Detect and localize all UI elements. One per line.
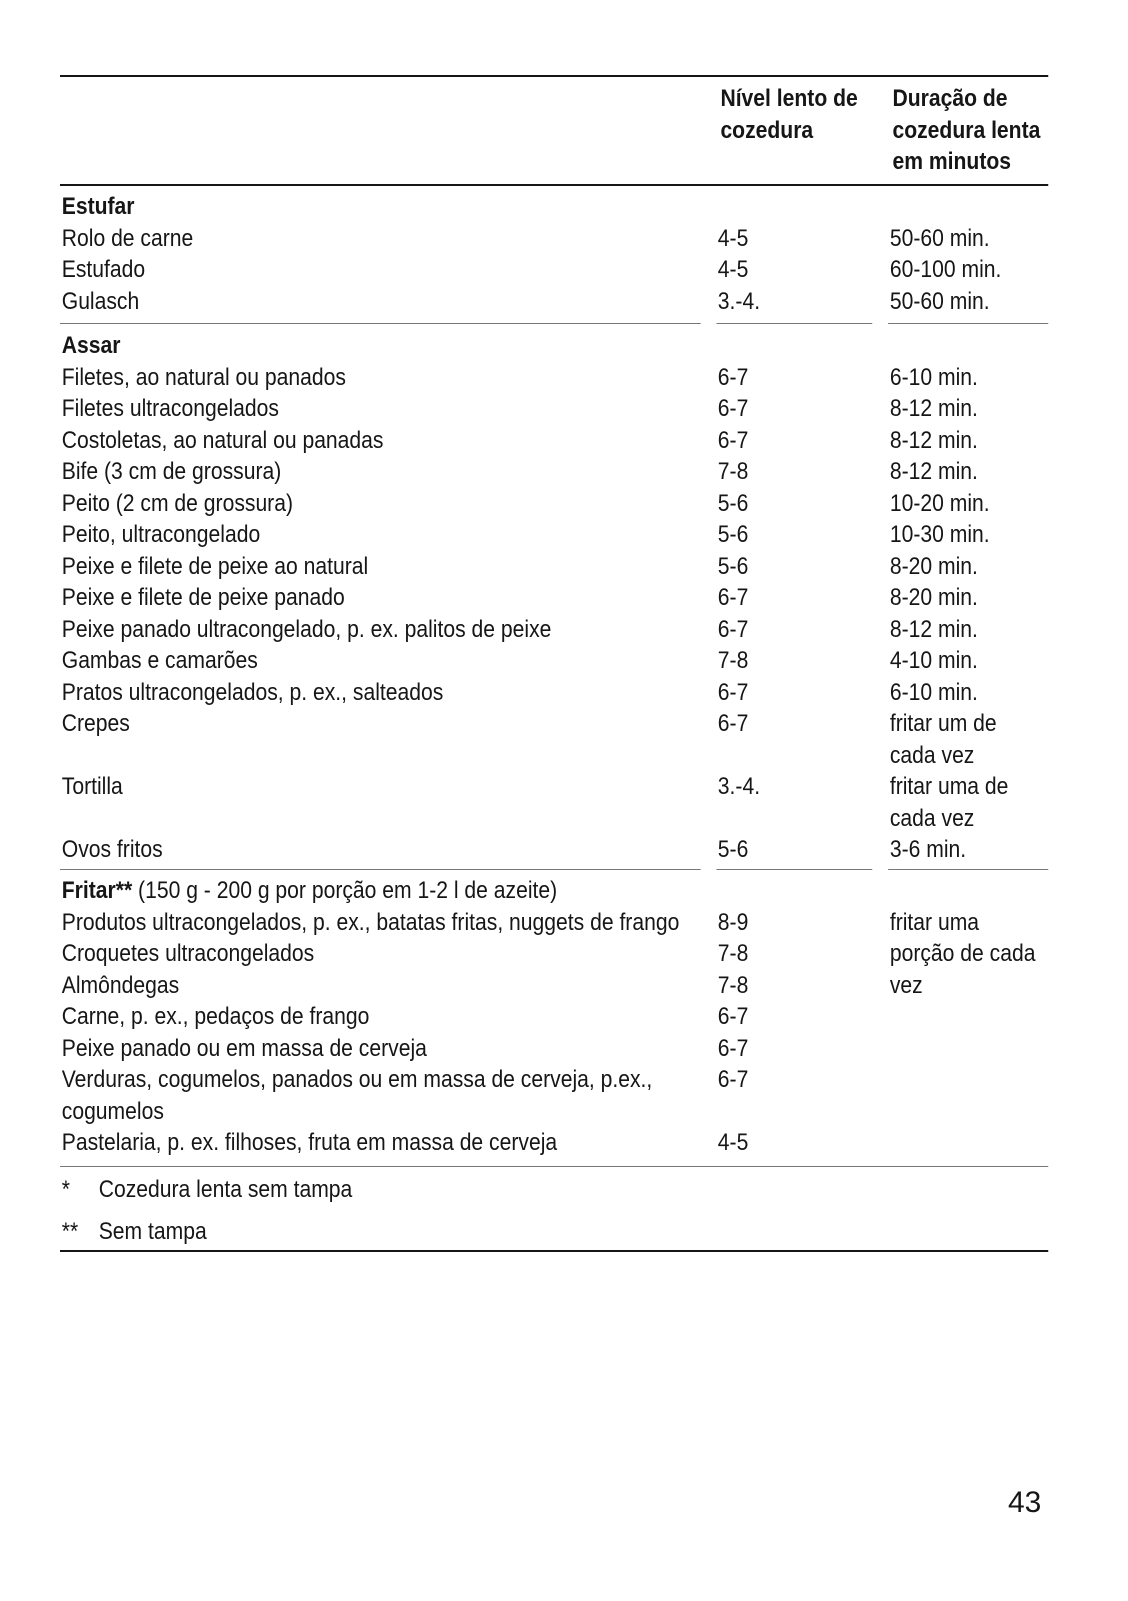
table-row	[60, 519, 1048, 551]
table-row	[60, 1127, 1048, 1159]
divider-segment	[888, 869, 1048, 870]
divider-segment	[888, 323, 1048, 324]
cooking-duration: 8-20 min.	[889, 552, 978, 580]
cooking-level: 6-7	[717, 426, 749, 454]
cooking-level: 6-7	[717, 710, 749, 738]
dish-name: Filetes, ao natural ou panados	[61, 363, 346, 391]
cooking-level: 6-7	[717, 1034, 749, 1062]
table-bottom-rule	[60, 1250, 1048, 1252]
footnotes	[60, 1167, 1048, 1250]
cooking-level: 7-8	[717, 647, 749, 675]
cooking-duration: 10-20 min.	[889, 489, 990, 517]
table-row	[60, 362, 1048, 394]
cooking-duration: 4-10 min.	[889, 647, 978, 675]
dish-name: Peixe panado ultracongelado, p. ex. palitos de peixe	[61, 615, 552, 643]
cooking-duration: 60-100 min.	[889, 256, 1002, 284]
cooking-duration: fritar um de cada vez	[889, 710, 997, 769]
section-fritar	[60, 870, 1048, 1166]
section-divider	[60, 869, 1048, 870]
footnote	[60, 1216, 1048, 1248]
section-title: Fritar**	[61, 877, 133, 905]
dish-name: Peixe panado ou em massa de cerveja	[61, 1034, 427, 1062]
cooking-duration: fritar uma de cada vez	[889, 773, 1009, 832]
table-row	[60, 1033, 1048, 1065]
divider-segment	[60, 323, 700, 324]
cooking-duration-cell	[888, 907, 1048, 999]
table-row	[60, 771, 1048, 834]
dish-name: Peixe e filete de peixe ao natural	[61, 552, 369, 580]
cooking-level: 8-9	[717, 908, 749, 936]
table-row	[60, 834, 1048, 866]
cooking-level: 5-6	[717, 489, 749, 517]
dish-name: Crepes	[61, 710, 130, 738]
cooking-duration: 8-20 min.	[889, 584, 978, 612]
table-row	[60, 1001, 1048, 1033]
divider-segment	[716, 869, 872, 870]
dish-name: Peito, ultracongelado	[61, 521, 261, 549]
dish-name: Peixe e filete de peixe panado	[61, 584, 345, 612]
cooking-duration: fritar uma porção de cada vez	[889, 908, 1036, 999]
dish-name: Carne, p. ex., pedaços de frango	[61, 1003, 370, 1031]
table-row	[60, 677, 1048, 709]
section-heading-row	[60, 191, 1048, 223]
table-row	[60, 254, 1048, 286]
section-heading-row	[60, 330, 1048, 362]
table-row	[60, 223, 1048, 255]
table-row	[60, 456, 1048, 488]
dish-name: Produtos ultracongelados, p. ex., batatas fritas, nuggets de frango	[61, 908, 680, 936]
cooking-level: 6-7	[717, 395, 749, 423]
section-heading	[60, 875, 716, 907]
dish-name: Almôndegas	[61, 971, 180, 999]
cooking-duration: 3-6 min.	[889, 836, 967, 864]
cooking-level: 7-8	[717, 971, 749, 999]
cooking-duration: 8-12 min.	[889, 458, 978, 486]
dish-name: Estufado	[61, 256, 146, 284]
dish-name: Gulasch	[61, 287, 140, 315]
cooking-duration: 6-10 min.	[889, 678, 978, 706]
table-row	[60, 614, 1048, 646]
table-row	[60, 582, 1048, 614]
table-row	[60, 425, 1048, 457]
dish-name: Pratos ultracongelados, p. ex., salteados	[61, 678, 444, 706]
cooking-table	[60, 75, 1048, 1252]
section-title: Assar	[61, 332, 121, 360]
section-estufar	[60, 186, 1048, 323]
dish-name: Verduras, cogumelos, panados ou em massa de cerveja, p.ex., cogumelos	[61, 1066, 653, 1125]
cooking-level: 6-7	[717, 1003, 749, 1031]
footnote-text: Cozedura lenta sem tampa	[98, 1176, 353, 1204]
table-header	[60, 77, 1048, 184]
cooking-level: 4-5	[717, 1129, 749, 1157]
table-row	[60, 1064, 1048, 1127]
cooking-level: 6-7	[717, 678, 749, 706]
section-divider	[60, 323, 1048, 324]
footnote-mark: **	[61, 1218, 79, 1246]
cooking-duration: 10-30 min.	[889, 521, 990, 549]
cooking-level: 4-5	[717, 224, 749, 252]
section-title: Estufar	[61, 193, 135, 221]
cooking-duration: 8-12 min.	[889, 395, 978, 423]
cooking-level: 5-6	[717, 521, 749, 549]
header-empty-cell	[60, 83, 716, 178]
table-row	[60, 551, 1048, 583]
cooking-level: 7-8	[717, 940, 749, 968]
footnote	[60, 1174, 1048, 1206]
cooking-level: 5-6	[717, 552, 749, 580]
cooking-duration: 50-60 min.	[889, 224, 990, 252]
table-row	[60, 393, 1048, 425]
divider-segment	[716, 323, 872, 324]
dish-name: Bife (3 cm de grossura)	[61, 458, 282, 486]
cooking-level: 4-5	[717, 256, 749, 284]
cooking-duration: 8-12 min.	[889, 615, 978, 643]
dish-name: Gambas e camarões	[61, 647, 258, 675]
dish-name: Tortilla	[61, 773, 123, 801]
dish-name: Costoletas, ao natural ou panadas	[61, 426, 384, 454]
cooking-level: 6-7	[717, 584, 749, 612]
cooking-level: 6-7	[717, 363, 749, 391]
dish-name: Peito (2 cm de grossura)	[61, 489, 294, 517]
section-assar	[60, 324, 1048, 870]
dish-name: Ovos fritos	[61, 836, 163, 864]
cooking-duration: 8-12 min.	[889, 426, 978, 454]
table-row	[60, 708, 1048, 771]
footnote-mark: *	[61, 1176, 70, 1204]
header-level-label: Nível lento de cozedura	[720, 85, 858, 144]
divider-segment	[60, 869, 700, 870]
section-heading-row	[60, 875, 1048, 907]
page-number: 43	[1008, 1486, 1042, 1519]
dish-name: Croquetes ultracongelados	[61, 940, 315, 968]
cooking-duration: 6-10 min.	[889, 363, 978, 391]
table-row	[60, 488, 1048, 520]
footnote-text: Sem tampa	[98, 1218, 207, 1246]
section-note: (150 g - 200 g por porção em 1-2 l de azeite)	[138, 877, 558, 905]
cooking-duration: 50-60 min.	[889, 287, 990, 315]
cooking-level: 5-6	[717, 836, 749, 864]
dish-name: Pastelaria, p. ex. filhoses, fruta em massa de cerveja	[61, 1129, 558, 1157]
cooking-level: 6-7	[717, 615, 749, 643]
header-duration-label: Duração de cozedura lenta em minutos	[892, 85, 1041, 176]
cooking-level: 3.-4.	[717, 287, 761, 315]
cooking-level: 3.-4.	[717, 773, 761, 801]
cooking-level: 6-7	[717, 1066, 749, 1094]
dish-name: Rolo de carne	[61, 224, 194, 252]
cooking-level: 7-8	[717, 458, 749, 486]
table-row	[60, 286, 1048, 318]
dish-name: Filetes ultracongelados	[61, 395, 279, 423]
table-row	[60, 645, 1048, 677]
